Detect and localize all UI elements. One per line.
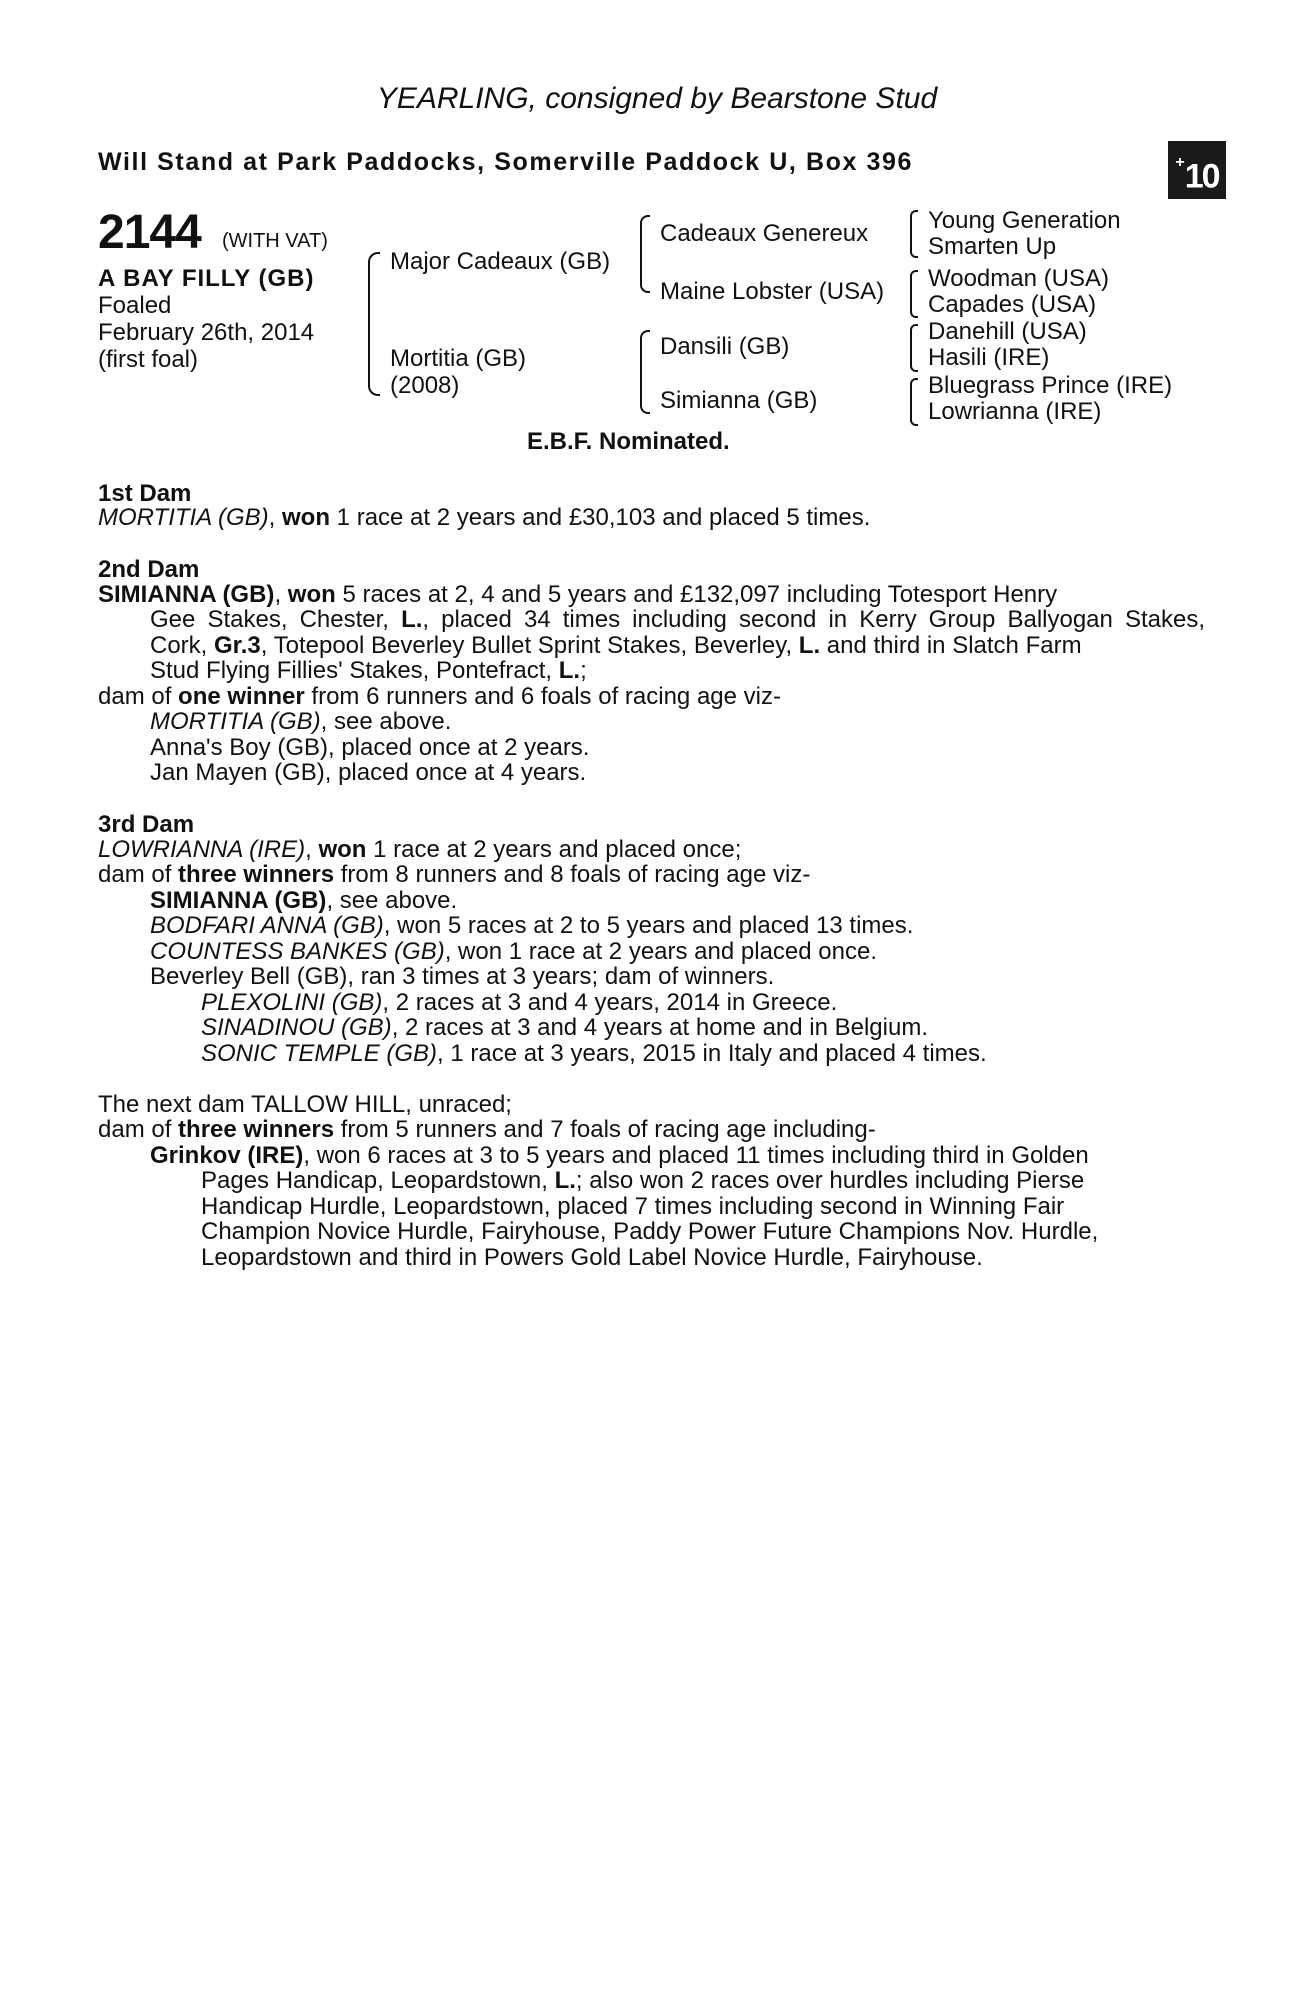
dam-year: (2008) — [390, 372, 460, 399]
pedigree-brace-g1 — [910, 210, 918, 258]
produce-name: MORTITIA (GB) — [150, 708, 321, 735]
listed-marker: L. — [798, 632, 821, 659]
dam-of-text: dam of — [98, 1116, 179, 1143]
produce-record: , see above. — [320, 708, 452, 735]
gg-8: Lowrianna (IRE) — [928, 398, 1102, 425]
sire-dam: Maine Lobster (USA) — [660, 278, 885, 305]
lot-badge — [1168, 141, 1226, 199]
grand-produce-item — [201, 1041, 987, 1067]
produce-item: Anna's Boy (GB), placed once at 2 years. — [150, 734, 590, 761]
lot-number: 2144 — [98, 206, 201, 259]
vat-note: (WITH VAT) — [222, 230, 328, 252]
listed-marker: L. — [558, 657, 581, 684]
gg-3: Woodman (USA) — [928, 265, 1109, 292]
dam: Mortitia (GB) — [390, 345, 527, 372]
next-dam-line: The next dam TALLOW HILL, unraced; — [98, 1091, 512, 1118]
first-dam-won: won — [282, 504, 331, 531]
grinkov-l2-rest: ; also won 2 races over hurdles including Pierse — [575, 1167, 1085, 1194]
gg-5: Danehill (USA) — [928, 318, 1087, 345]
third-dam-produce-summary — [98, 862, 810, 888]
listed-marker: L. — [554, 1167, 576, 1194]
third-dam-won: won — [318, 836, 367, 863]
produce-item — [150, 939, 877, 965]
produce-name: BODFARI ANNA (GB) — [150, 912, 384, 939]
horse-name: A BAY FILLY (GB) — [98, 265, 315, 292]
produce-record: , 2 races at 3 and 4 years, 2014 in Greece. — [382, 989, 838, 1016]
winner-count: three winners — [178, 1116, 335, 1143]
pedigree-brace-g3 — [910, 324, 918, 372]
second-dam-line-3 — [150, 633, 1082, 659]
grinkov-line-4: Champion Novice Hurdle, Fairyhouse, Paddy Power Future Champions Nov. Hurdle, — [201, 1218, 1099, 1245]
produce-name: SIMIANNA (GB) — [150, 887, 327, 914]
produce-item — [150, 709, 451, 735]
sire-sire: Cadeaux Genereux — [660, 220, 869, 247]
gg-2: Smarten Up — [928, 233, 1057, 260]
produce-record: , 1 race at 3 years, 2015 in Italy and placed 4 times. — [437, 1040, 987, 1067]
stand-location: Will Stand at Park Paddocks, Somerville Paddock U, Box 396 — [98, 148, 914, 176]
gg-7: Bluegrass Prince (IRE) — [928, 372, 1173, 399]
group-marker: Gr.3 — [214, 632, 261, 659]
produce-name: SONIC TEMPLE (GB) — [201, 1040, 438, 1067]
dam-sire: Dansili (GB) — [660, 333, 790, 360]
foaled-label: Foaled — [98, 292, 172, 319]
pedigree-brace-sire — [640, 215, 650, 293]
second-dam-l4-text: Stud Flying Fillies' Stakes, Pontefract, — [150, 657, 559, 684]
grand-produce-item — [201, 1015, 928, 1041]
produce-item — [150, 888, 457, 914]
gg-1: Young Generation — [928, 207, 1121, 234]
pedigree-brace-g2 — [910, 270, 918, 318]
dam-of-rest: from 5 runners and 7 foals of racing age including- — [334, 1116, 876, 1143]
dam-of-rest: from 6 runners and 6 foals of racing age viz- — [304, 683, 781, 710]
produce-item: Jan Mayen (GB), placed once at 4 years. — [150, 759, 587, 786]
sire: Major Cadeaux (GB) — [390, 248, 611, 275]
produce-item: Beverley Bell (GB), ran 3 times at 3 years; dam of winners. — [150, 963, 775, 990]
produce-record: , 2 races at 3 and 4 years at home and in Belgium. — [391, 1014, 928, 1041]
second-dam-l3-end: and third in Slatch Farm — [820, 632, 1082, 659]
dam-of-text: dam of — [98, 683, 179, 710]
grand-produce-item — [201, 990, 837, 1016]
pedigree-brace-g4 — [910, 378, 918, 426]
listed-marker: L. — [401, 606, 423, 633]
grinkov-l2-text: Pages Handicap, Leopardstown, — [201, 1167, 555, 1194]
third-dam-line-1: LOWRIANNA (IRE), won 1 race at 2 years and placed once; — [98, 836, 742, 863]
produce-record: , see above. — [326, 887, 458, 914]
second-dam-name: SIMIANNA (GB) — [98, 581, 275, 608]
first-dam-heading: 1st Dam — [98, 480, 192, 507]
produce-record: , won 5 races at 2 to 5 years and placed 13 times. — [383, 912, 914, 939]
first-dam-line: MORTITIA (GB), won 1 race at 2 years and £30,103 and placed 5 times. — [98, 504, 871, 531]
produce-record: , won 6 races at 3 to 5 years and placed 11 times including third in Golden — [303, 1142, 1089, 1169]
produce-name: COUNTESS BANKES (GB) — [150, 938, 445, 965]
winner-count: three winners — [178, 861, 335, 888]
second-dam-l3-rest: , Totepool Beverley Bullet Sprint Stakes, Beverley, — [260, 632, 799, 659]
second-dam-won: won — [287, 581, 336, 608]
second-dam-line-2 — [150, 607, 1205, 633]
page-title: YEARLING, consigned by Bearstone Stud — [376, 82, 938, 115]
second-dam-line-4 — [150, 658, 587, 684]
pedigree-brace-dam — [640, 330, 650, 414]
first-dam-record: 1 race at 2 years and £30,103 and placed 5 times. — [330, 504, 871, 531]
dam-of-text: dam of — [98, 861, 179, 888]
third-dam-heading: 3rd Dam — [98, 811, 195, 838]
second-dam-produce-summary — [98, 684, 781, 710]
produce-record: , won 1 race at 2 years and placed once. — [444, 938, 877, 965]
gg-6: Hasili (IRE) — [928, 344, 1050, 371]
second-dam-l4-end: ; — [580, 657, 587, 684]
next-dam-produce-summary — [98, 1117, 876, 1143]
badge-plus: + — [1175, 154, 1185, 171]
gg-4: Capades (USA) — [928, 291, 1097, 318]
produce-name: PLEXOLINI (GB) — [201, 989, 383, 1016]
pedigree-brace-main — [368, 252, 380, 396]
ebf-nominated: E.B.F. Nominated. — [527, 428, 730, 455]
third-dam-name: LOWRIANNA (IRE) — [98, 836, 306, 863]
third-dam-record: 1 race at 2 years and placed once; — [366, 836, 742, 863]
grinkov-line-5: Leopardstown and third in Powers Gold Label Novice Hurdle, Fairyhouse. — [201, 1244, 983, 1271]
grinkov-line-3: Handicap Hurdle, Leopardstown, placed 7 times including second in Winning Fair — [201, 1193, 1065, 1220]
dam-dam: Simianna (GB) — [660, 387, 818, 414]
second-dam-heading: 2nd Dam — [98, 556, 200, 583]
grinkov-line-2 — [201, 1168, 1084, 1194]
grinkov-line-1 — [150, 1143, 1089, 1169]
second-dam-record: 5 races at 2, 4 and 5 years and £132,097 including Totesport Henry — [335, 581, 1058, 608]
second-dam-l2-rest: , placed 34 times including second in Kerry Group Ballyogan Stakes, — [422, 606, 1205, 633]
foaled-date: February 26th, 2014 — [98, 319, 315, 346]
foal-note: (first foal) — [98, 346, 199, 373]
winner-count: one winner — [178, 683, 305, 710]
second-dam-l2-text: Gee Stakes, Chester, — [150, 606, 402, 633]
second-dam-l3-text: Cork, — [150, 632, 215, 659]
dam-of-rest: from 8 runners and 8 foals of racing age viz- — [334, 861, 811, 888]
produce-name: Grinkov (IRE) — [150, 1142, 304, 1169]
badge-number: 10 — [1184, 157, 1219, 196]
produce-item — [150, 913, 913, 939]
first-dam-name: MORTITIA (GB) — [98, 504, 269, 531]
produce-name: SINADINOU (GB) — [201, 1014, 392, 1041]
second-dam-line-1: SIMIANNA (GB), won 5 races at 2, 4 and 5 years and £132,097 including Totesport Henry — [98, 581, 1058, 608]
